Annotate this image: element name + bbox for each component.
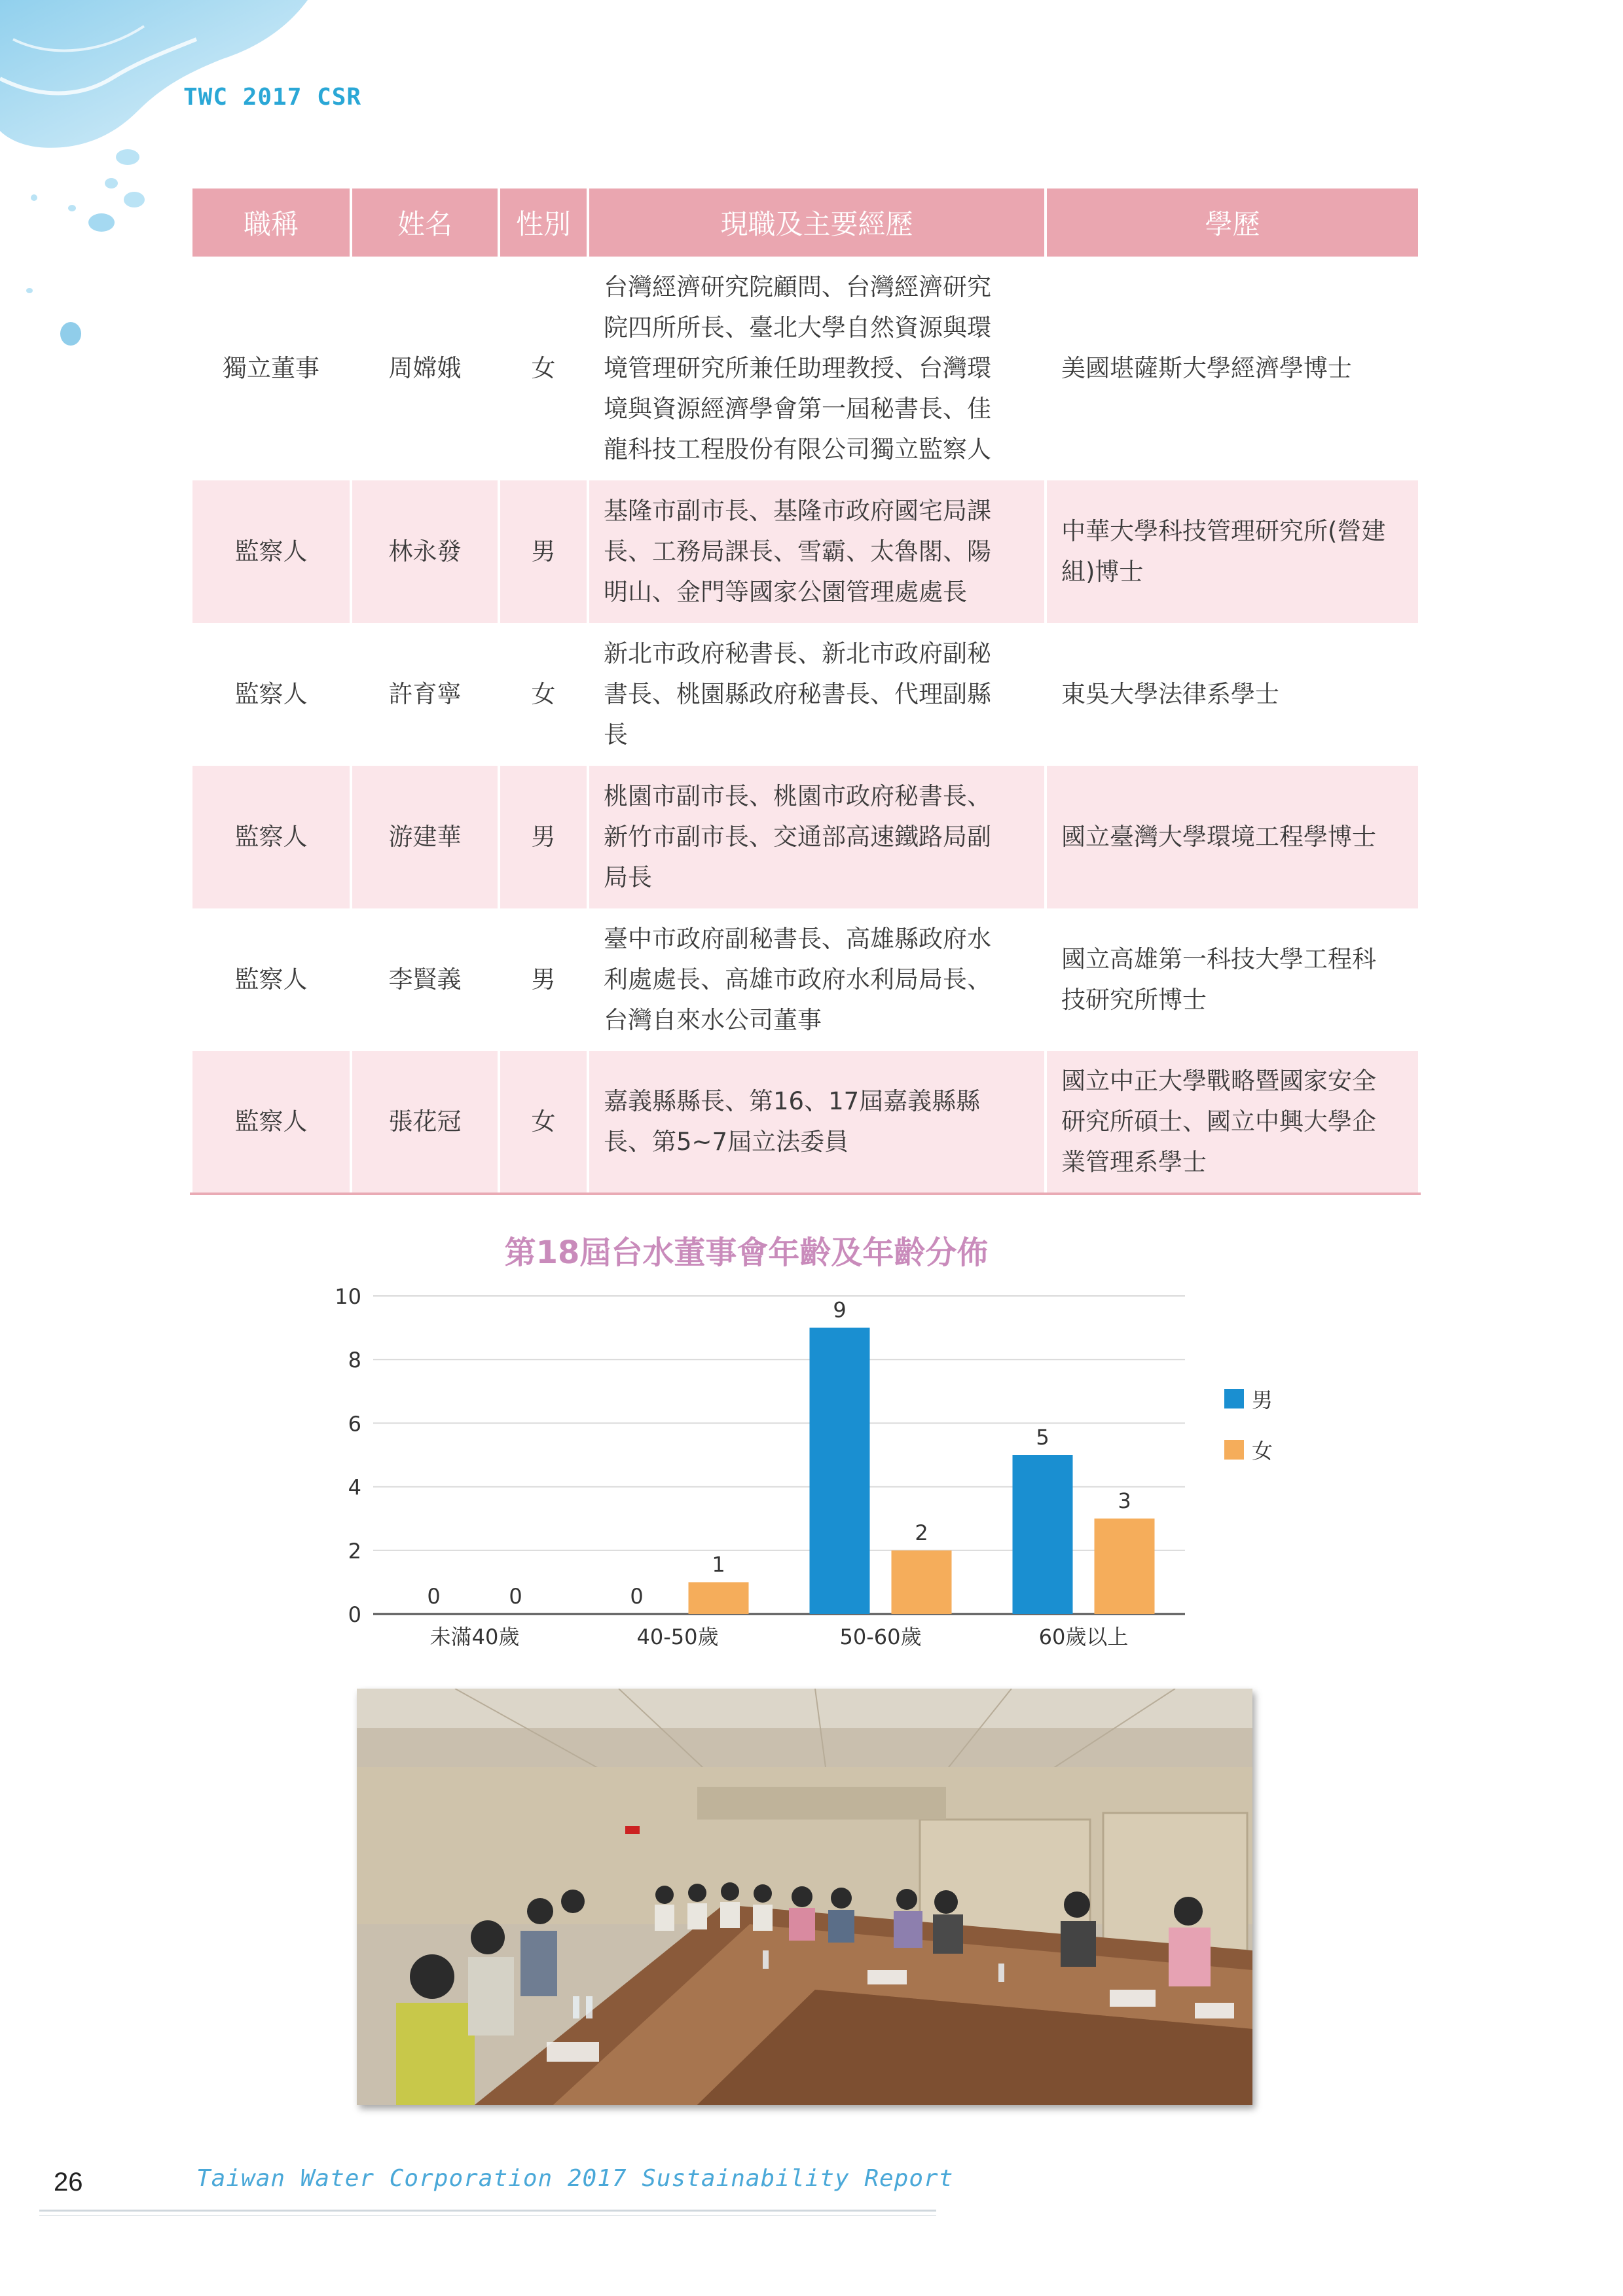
education-line: 組)博士	[1061, 558, 1144, 586]
experience-line: 境管理研究所兼任助理教授、台灣環	[604, 354, 991, 382]
legend-label: 女	[1252, 1439, 1273, 1463]
bar	[689, 1582, 749, 1614]
bar	[1013, 1455, 1073, 1614]
cell-gender: 女	[499, 257, 588, 480]
chart-title: 第18屆台水董事會年齡及年齡分佈	[504, 1234, 989, 1271]
y-tick-label: 4	[348, 1475, 361, 1500]
data-label: 9	[833, 1297, 847, 1323]
experience-line: 院四所所長、臺北大學自然資源與環	[604, 314, 991, 342]
experience-line: 長、工務局課長、雪霸、太魯閣、陽	[604, 537, 991, 565]
experience-line: 長	[604, 721, 628, 749]
experience-line: 利處處長、高雄市政府水利局局長、	[604, 965, 991, 994]
cell-education	[1046, 908, 1419, 1051]
cell-name: 張花冠	[351, 1051, 499, 1194]
chart-svg	[288, 1230, 1336, 1662]
page-number: 26	[54, 2168, 83, 2197]
y-tick-label: 0	[348, 1602, 361, 1627]
table-header-row	[191, 188, 1419, 257]
bar	[1095, 1518, 1155, 1614]
y-tick-label: 6	[348, 1411, 361, 1437]
cell-education	[1046, 480, 1419, 623]
experience-line: 龍科技工程股份有限公司獨立監察人	[604, 435, 991, 463]
experience-line: 境與資源經濟學會第一屆秘書長、佳	[604, 395, 991, 423]
data-label: 2	[915, 1520, 928, 1545]
cell-title: 監察人	[191, 908, 351, 1051]
footer-report-title: Taiwan Water Corporation 2017 Sustainability Report	[196, 2165, 954, 2192]
y-tick-label: 2	[348, 1538, 361, 1564]
data-label: 0	[509, 1584, 522, 1609]
board-meeting-photo	[357, 1689, 1252, 2105]
cell-experience	[588, 480, 1046, 623]
experience-line: 桃園市副市長、桃園市政府秘書長、	[604, 782, 991, 810]
cell-experience	[588, 1051, 1046, 1194]
cell-education	[1046, 1051, 1419, 1194]
table-row	[191, 480, 1419, 623]
experience-line: 局長	[604, 863, 652, 891]
cell-gender: 男	[499, 908, 588, 1051]
experience-line: 台灣經濟研究院顧問、台灣經濟研究	[604, 273, 991, 301]
x-tick-label: 40-50歲	[636, 1624, 719, 1649]
legend-label: 男	[1252, 1388, 1273, 1412]
data-label: 0	[630, 1584, 644, 1609]
bar	[810, 1328, 870, 1614]
cell-title: 監察人	[191, 766, 351, 908]
footer-divider	[39, 2210, 936, 2212]
experience-line: 台灣自來水公司董事	[604, 1006, 822, 1034]
column-header-gender: 性別	[499, 188, 588, 257]
experience-line: 書長、桃園縣政府秘書長、代理副縣	[604, 680, 991, 708]
legend-swatch	[1224, 1389, 1244, 1408]
cell-gender: 男	[499, 766, 588, 908]
education-line: 技研究所博士	[1061, 986, 1207, 1014]
cell-name: 周嫦娥	[351, 257, 499, 480]
x-tick-label: 60歲以上	[1038, 1624, 1129, 1649]
education-line: 美國堪薩斯大學經濟學博士	[1061, 354, 1352, 382]
education-line: 業管理系學士	[1061, 1148, 1207, 1176]
education-line: 國立臺灣大學環境工程學博士	[1061, 823, 1376, 851]
experience-line: 嘉義縣縣長、第16、17屆嘉義縣縣	[604, 1087, 981, 1115]
experience-line: 新北市政府秘書長、新北市政府副秘	[604, 639, 991, 668]
footer-divider-secondary	[39, 2215, 936, 2216]
cell-education	[1046, 766, 1419, 908]
education-line: 中華大學科技管理研究所(營建	[1061, 517, 1386, 545]
header-title: TWC 2017 CSR	[183, 84, 362, 111]
experience-line: 明山、金門等國家公園管理處處長	[604, 578, 967, 606]
meeting-room-illustration	[357, 1689, 1252, 2105]
cell-name: 游建華	[351, 766, 499, 908]
column-header-title: 職稱	[191, 188, 351, 257]
table-row	[191, 766, 1419, 908]
data-label: 1	[712, 1552, 725, 1577]
cell-gender: 男	[499, 480, 588, 623]
column-header-education: 學歷	[1046, 188, 1419, 257]
table-row	[191, 257, 1419, 480]
education-line: 研究所碩士、國立中興大學企	[1061, 1107, 1376, 1136]
education-line: 國立高雄第一科技大學工程科	[1061, 945, 1376, 973]
legend-swatch	[1224, 1440, 1244, 1460]
y-tick-label: 8	[348, 1348, 361, 1373]
table-row	[191, 908, 1419, 1051]
cell-name: 許育寧	[351, 623, 499, 766]
table-row	[191, 1051, 1419, 1194]
cell-name: 林永發	[351, 480, 499, 623]
age-distribution-chart	[288, 1230, 1336, 1662]
experience-line: 新竹市副市長、交通部高速鐵路局副	[604, 823, 991, 851]
experience-line: 基隆市副市長、基隆市政府國宅局課	[604, 497, 991, 525]
cell-title: 獨立董事	[191, 257, 351, 480]
bar	[892, 1551, 952, 1614]
y-tick-label: 10	[335, 1284, 361, 1309]
cell-experience	[588, 623, 1046, 766]
cell-education	[1046, 257, 1419, 480]
experience-line: 長、第5~7屆立法委員	[604, 1128, 849, 1156]
column-header-name: 姓名	[351, 188, 499, 257]
cell-title: 監察人	[191, 1051, 351, 1194]
cell-title: 監察人	[191, 623, 351, 766]
cell-experience	[588, 908, 1046, 1051]
x-tick-label: 未滿40歲	[429, 1624, 520, 1649]
column-header-experience: 現職及主要經歷	[588, 188, 1046, 257]
data-label: 3	[1118, 1488, 1131, 1514]
cell-name: 李賢義	[351, 908, 499, 1051]
data-label: 5	[1036, 1425, 1049, 1450]
cell-experience	[588, 766, 1046, 908]
education-line: 東吳大學法律系學士	[1061, 680, 1279, 708]
cell-gender: 女	[499, 1051, 588, 1194]
x-tick-label: 50-60歲	[839, 1624, 922, 1649]
cell-gender: 女	[499, 623, 588, 766]
cell-experience	[588, 257, 1046, 480]
cell-title: 監察人	[191, 480, 351, 623]
education-line: 國立中正大學戰略暨國家安全	[1061, 1067, 1376, 1095]
board-members-table	[190, 188, 1421, 1195]
data-label: 0	[427, 1584, 441, 1609]
cell-education	[1046, 623, 1419, 766]
table-row	[191, 623, 1419, 766]
experience-line: 臺中市政府副秘書長、高雄縣政府水	[604, 925, 991, 953]
